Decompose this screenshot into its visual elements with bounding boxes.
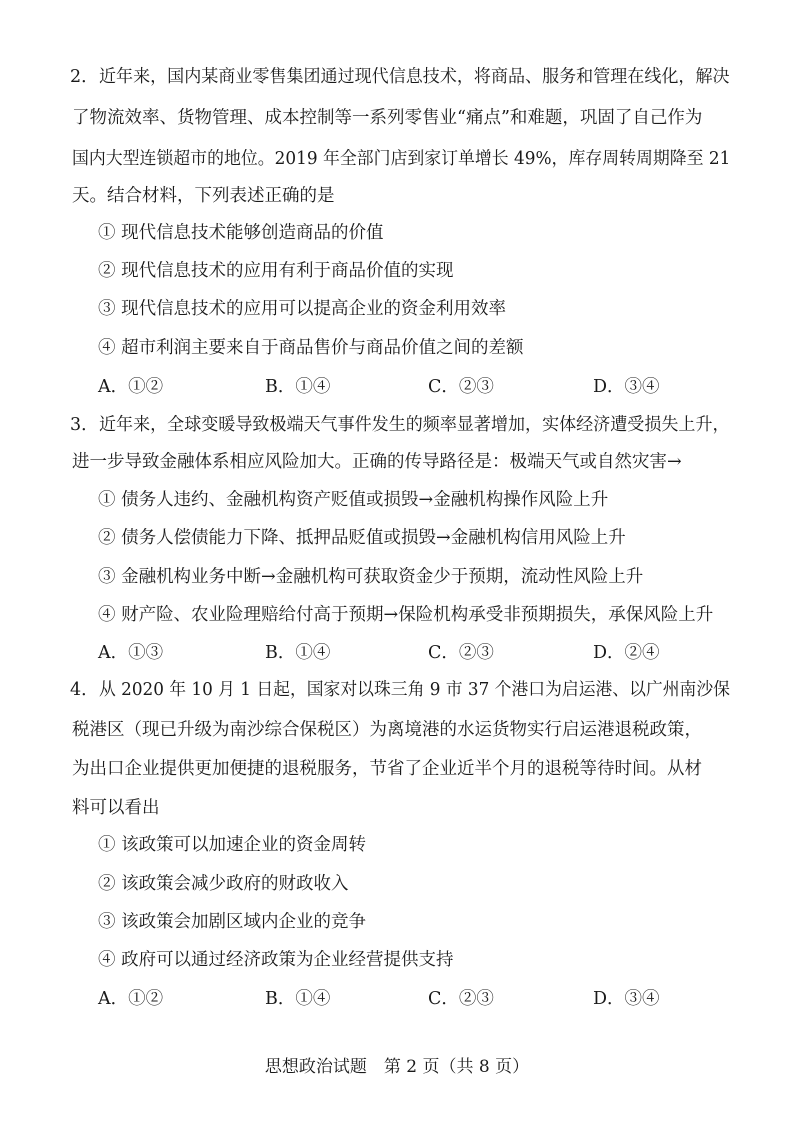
statement-4: ④ 超市利润主要来自于商品售价与商品价值之间的差额 xyxy=(98,338,524,358)
option-b: B．①④ xyxy=(265,989,331,1009)
question-number: 3． xyxy=(70,415,99,435)
question-stem-line: 了物流效率、货物管理、成本控制等一系列零售业“痛点”和难题，巩固了自己作为 xyxy=(72,108,703,128)
option-a: A．①② xyxy=(98,377,164,397)
option-b: B．①④ xyxy=(265,377,331,397)
question-stem-line: 为出口企业提供更加便捷的退税服务，节省了企业近半个月的退税等待时间。从材 xyxy=(72,759,702,779)
statement-4: ④ 政府可以通过经济政策为企业经营提供支持 xyxy=(98,950,454,970)
question-stem-line: 近年来，全球变暖导致极端天气事件发生的频率显著增加，实体经济遭受损失上升， xyxy=(99,415,730,435)
question-stem-line: 近年来，国内某商业零售集团通过现代信息技术，将商品、服务和管理在线化，解决 xyxy=(99,67,730,87)
option-c: C．②③ xyxy=(428,643,494,663)
question-stem-line: 从 2020 年 10 月 1 日起，国家对以珠三角 9 市 37 个港口为启运港、以广州南沙保 xyxy=(99,680,730,700)
question-stem-line: 天。结合材料，下列表述正确的是 xyxy=(72,186,335,206)
statement-1: ① 现代信息技术能够创造商品的价值 xyxy=(98,223,384,243)
question-stem-line: 料可以看出 xyxy=(72,798,160,818)
statement-2: ② 该政策会减少政府的财政收入 xyxy=(98,874,349,894)
statement-2: ② 现代信息技术的应用有利于商品价值的实现 xyxy=(98,261,454,281)
question-number: 4． xyxy=(70,680,99,700)
question-stem-line: 国内大型连锁超市的地位。2019 年全部门店到家订单增长 49%，库存周转周期降至 21 xyxy=(72,149,731,169)
option-d: D．③④ xyxy=(593,989,660,1009)
option-d: D．③④ xyxy=(593,377,660,397)
option-c: C．②③ xyxy=(428,377,494,397)
question-stem-line: 税港区（现已升级为南沙综合保税区）为离境港的水运货物实行启运港退税政策， xyxy=(72,720,702,740)
statement-1: ① 债务人违约、金融机构资产贬值或损毁→金融机构操作风险上升 xyxy=(98,490,609,510)
statement-2: ② 债务人偿债能力下降、抵押品贬值或损毁→金融机构信用风险上升 xyxy=(98,528,626,548)
option-d: D．②④ xyxy=(593,643,660,663)
option-a: A．①③ xyxy=(98,643,164,663)
statement-3: ③ 金融机构业务中断→金融机构可获取资金少于预期，流动性风险上升 xyxy=(98,567,644,587)
statement-3: ③ 该政策会加剧区域内企业的竞争 xyxy=(98,912,367,932)
question-number: 2． xyxy=(70,67,99,87)
option-b: B．①④ xyxy=(265,643,331,663)
option-a: A．①② xyxy=(98,989,164,1009)
question-stem-line: 进一步导致金融体系相应风险加大。正确的传导路径是：极端天气或自然灾害→ xyxy=(72,452,682,472)
statement-1: ① 该政策可以加速企业的资金周转 xyxy=(98,835,367,855)
statement-3: ③ 现代信息技术的应用可以提高企业的资金利用效率 xyxy=(98,299,507,319)
page-footer: 思想政治试题 第 2 页（共 8 页） xyxy=(264,1057,530,1077)
statement-4: ④ 财产险、农业险理赔给付高于预期→保险机构承受非预期损失，承保风险上升 xyxy=(98,605,714,625)
option-c: C．②③ xyxy=(428,989,494,1009)
